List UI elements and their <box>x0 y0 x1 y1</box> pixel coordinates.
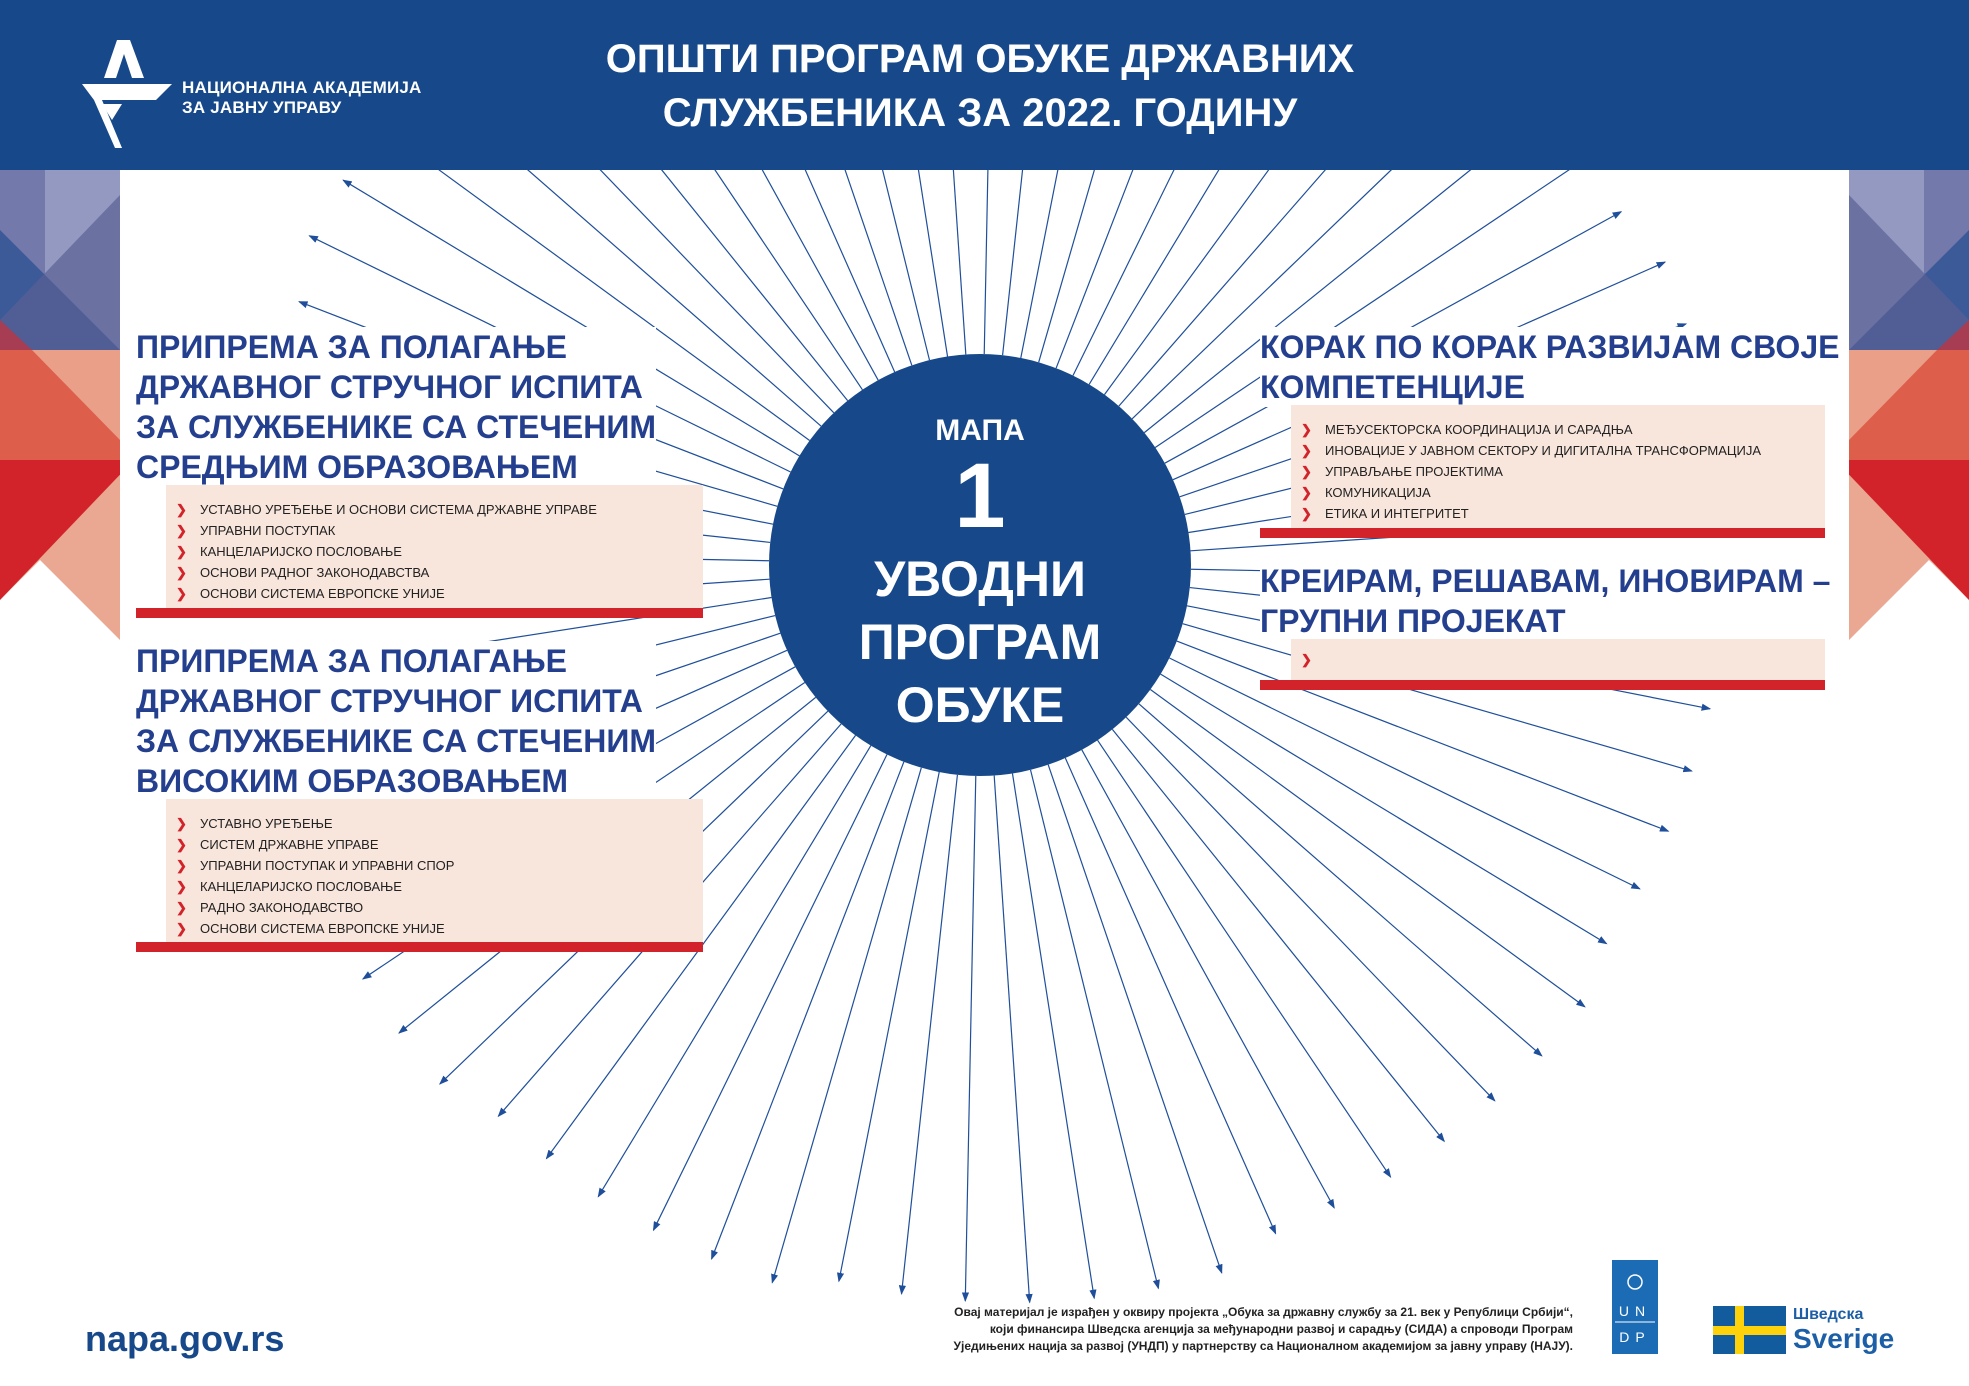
list-item[interactable] <box>176 562 703 583</box>
chevron-right-icon: ❯ <box>176 858 187 873</box>
section-title-competencies <box>1260 327 1839 407</box>
title-line: ВИСОКИМ ОБРАЗОВАЊЕМ <box>136 763 569 799</box>
chevron-right-icon: ❯ <box>1301 652 1312 667</box>
header <box>0 0 1969 170</box>
list-item[interactable] <box>176 855 703 876</box>
arrow-ray <box>1012 773 1094 1298</box>
item-label: ОСНОВИ РАДНОГ ЗАКОНОДАВСТВА <box>200 565 430 580</box>
note-line: Уједињених нација за развој (УНДП) у партнерству са Националном академијом за јавну управу (НАЈУ). <box>953 1339 1573 1353</box>
list-item[interactable] <box>176 813 703 834</box>
svg-text:UN: UN <box>1618 1303 1652 1319</box>
title-line-2: СЛУЖБЕНИКА ЗА 2022. ГОДИНУ <box>662 91 1298 135</box>
arrow-ray <box>1161 674 1607 943</box>
chevron-right-icon: ❯ <box>1301 443 1312 458</box>
item-label: РАДНО ЗАКОНОДАВСТВО <box>200 900 364 915</box>
red-divider <box>1260 680 1825 690</box>
sweden-line-2: Sverige <box>1793 1323 1895 1354</box>
list-item[interactable] <box>176 897 703 918</box>
list-item[interactable] <box>1301 503 1825 524</box>
course-list-group-project <box>1291 639 1825 680</box>
sweden-flag-icon <box>1713 1306 1786 1354</box>
list-item[interactable] <box>1301 461 1825 482</box>
chevron-right-icon: ❯ <box>1301 485 1312 500</box>
item-label: КОМУНИКАЦИЈА <box>1325 485 1431 500</box>
logo-line-2: ЗА ЈАВНУ УПРАВУ <box>182 98 342 117</box>
title-line: КОРАК ПО КОРАК РАЗВИЈАМ СВОЈЕ <box>1260 329 1840 365</box>
note-line: Овај материјал је израђен у оквиру пројекта „Обука за државну службу за 21. век у Републици Србији“, <box>954 1305 1573 1319</box>
program-name <box>769 548 1191 737</box>
map-center-circle <box>769 354 1191 776</box>
funding-note <box>954 1304 1573 1355</box>
item-label: ЕТИКА И ИНТЕГРИТЕТ <box>1325 506 1469 521</box>
title-line: КОМПЕТЕНЦИЈЕ <box>1260 369 1525 405</box>
title-line: ЗА СЛУЖБЕНИКЕ СА СТЕЧЕНИМ <box>136 409 656 445</box>
chevron-right-icon: ❯ <box>176 837 187 852</box>
list-item[interactable] <box>176 541 703 562</box>
arrow-ray <box>712 762 904 1259</box>
arrow-ray <box>1169 658 1639 889</box>
chevron-right-icon: ❯ <box>1301 422 1312 437</box>
list-item[interactable] <box>176 876 703 897</box>
red-divider <box>136 608 703 618</box>
arrow-ray <box>1082 750 1334 1208</box>
chevron-right-icon: ❯ <box>176 523 187 538</box>
title-line-1: ОПШТИ ПРОГРАМ ОБУКЕ ДРЖАВНИХ <box>605 37 1355 81</box>
red-divider <box>136 942 703 952</box>
item-label: ОСНОВИ СИСТЕМА ЕВРОПСКЕ УНИЈЕ <box>200 921 445 936</box>
chevron-right-icon: ❯ <box>176 502 187 517</box>
title-line: ПРИПРЕМА ЗА ПОЛАГАЊЕ <box>136 643 567 679</box>
arrow-ray <box>839 772 939 1281</box>
item-label: УПРАВНИ ПОСТУПАК <box>200 523 336 538</box>
chevron-right-icon: ❯ <box>1301 464 1312 479</box>
logo-line-1: НАЦИОНАЛНА АКАДЕМИЈА <box>182 78 422 97</box>
napa-logo-icon <box>82 40 172 148</box>
note-line: који финансира Шведска агенција за међународни развој и сарадњу (СИДА) а спроводи Програм <box>989 1322 1573 1336</box>
arrow-ray <box>1065 758 1275 1234</box>
chevron-right-icon: ❯ <box>176 544 187 559</box>
website-link[interactable]: napa.gov.rs <box>85 1318 285 1359</box>
chevron-right-icon: ❯ <box>176 879 187 894</box>
arrow-ray <box>1126 717 1495 1101</box>
list-item[interactable] <box>176 520 703 541</box>
title-line: ПРИПРЕМА ЗА ПОЛАГАЊЕ <box>136 329 567 365</box>
list-item[interactable] <box>176 834 703 855</box>
arrow-ray <box>1031 770 1159 1288</box>
course-list-secondary <box>166 485 703 608</box>
program-name-line: ПРОГРАМ <box>858 614 1102 670</box>
item-label: УСТАВНО УРЕЂЕЊЕ И ОСНОВИ СИСТЕМА ДРЖАВНЕ УПРАВЕ <box>200 502 597 517</box>
section-title-higher-education <box>136 641 656 801</box>
item-label: ИНОВАЦИЈЕ У ЈАВНОМ СЕКТОРУ И ДИГИТАЛНА ТРАНСФОРМАЦИЈА <box>1325 443 1762 458</box>
program-name-line: УВОДНИ <box>874 551 1086 607</box>
course-list-competencies <box>1291 405 1825 528</box>
title-line: ДРЖАВНОГ СТРУЧНОГ ИСПИТА <box>136 369 643 405</box>
arrow-ray <box>994 776 1029 1303</box>
chevron-right-icon: ❯ <box>176 586 187 601</box>
course-list-higher <box>166 799 703 942</box>
sweden-line-1: Шведска <box>1793 1306 1864 1323</box>
arrow-ray <box>1139 704 1542 1056</box>
red-divider <box>1260 528 1825 538</box>
title-line: ГРУПНИ ПРОЈЕКАТ <box>1260 603 1566 639</box>
chevron-right-icon: ❯ <box>176 816 187 831</box>
list-item[interactable] <box>176 499 703 520</box>
item-label: СИСТЕМ ДРЖАВНЕ УПРАВЕ <box>200 837 379 852</box>
item-label: УСТАВНО УРЕЂЕЊЕ <box>200 816 333 831</box>
arrow-ray <box>772 768 921 1283</box>
item-label: МЕЂУСЕКТОРСКА КООРДИНАЦИЈА И САРАДЊА <box>1325 422 1633 437</box>
section-title-secondary-education <box>136 327 656 487</box>
item-label: ОСНОВИ СИСТЕМА ЕВРОПСКЕ УНИЈЕ <box>200 586 445 601</box>
arrow-ray <box>902 775 958 1294</box>
chevron-right-icon: ❯ <box>176 900 187 915</box>
list-item[interactable] <box>176 583 703 604</box>
arrow-ray <box>1112 729 1444 1141</box>
list-item[interactable] <box>1301 649 1825 670</box>
chevron-right-icon: ❯ <box>176 565 187 580</box>
item-label: КАНЦЕЛАРИЈСКО ПОСЛОВАЊЕ <box>200 544 402 559</box>
item-label: УПРАВЉАЊЕ ПРОЈЕКТИМА <box>1325 464 1503 479</box>
chevron-right-icon: ❯ <box>176 921 187 936</box>
item-label: КАНЦЕЛАРИЈСКО ПОСЛОВАЊЕ <box>200 879 402 894</box>
decorative-triangles-left <box>0 170 120 650</box>
item-label: УПРАВНИ ПОСТУПАК И УПРАВНИ СПОР <box>200 858 455 873</box>
arrow-ray <box>965 776 975 1301</box>
list-item[interactable] <box>176 918 703 939</box>
title-line: КРЕИРАМ, РЕШАВАМ, ИНОВИРАМ – <box>1260 563 1831 599</box>
map-number: 1 <box>954 445 1006 547</box>
undp-logo-icon <box>1612 1260 1658 1354</box>
title-line: СРЕДЊИМ ОБРАЗОВАЊЕМ <box>136 449 578 485</box>
title-line: ЗА СЛУЖБЕНИКЕ СА СТЕЧЕНИМ <box>136 723 656 759</box>
svg-text:DP: DP <box>1619 1329 1651 1345</box>
list-item[interactable] <box>1301 482 1825 503</box>
logo-text <box>182 78 422 118</box>
chevron-right-icon: ❯ <box>1301 506 1312 521</box>
list-item[interactable] <box>1301 419 1825 440</box>
list-item[interactable] <box>1301 440 1825 461</box>
arrow-ray <box>1150 689 1584 1006</box>
sweden-logo-text <box>1793 1306 1894 1354</box>
program-name-line: ОБУКЕ <box>895 677 1065 733</box>
title-line: ДРЖАВНОГ СТРУЧНОГ ИСПИТА <box>136 683 643 719</box>
section-title-group-project <box>1260 561 1830 641</box>
arrow-ray <box>1048 765 1222 1273</box>
map-label: МАПА <box>935 414 1025 447</box>
arrow-ray <box>1098 740 1391 1177</box>
page-title <box>480 32 1480 140</box>
decorative-triangles-right <box>1849 170 1969 650</box>
